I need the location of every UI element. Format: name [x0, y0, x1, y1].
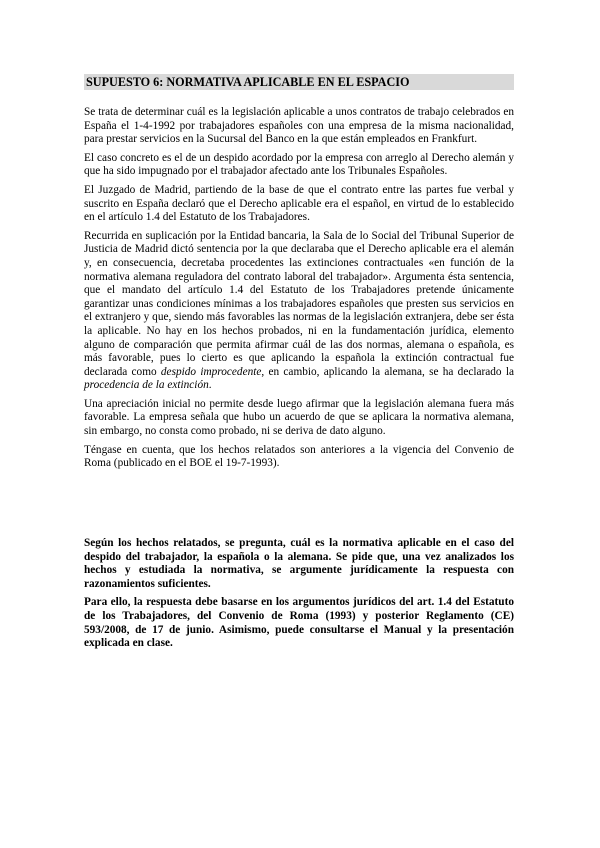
paragraph-1: Se trata de determinar cuál es la legislación aplicable a unos contratos de trabajo celebrados en España el 1-4-1992 por trabajadores españoles con una empresa de la misma nacionalidad, para prestar servicios en la Sucursal del Banco en la que están empleados en Frankfurt.: [84, 106, 514, 146]
section-title: SUPUESTO 6: NORMATIVA APLICABLE EN EL ESPACIO: [84, 74, 514, 90]
paragraph-6: Téngase en cuenta, que los hechos relatados son anteriores a la vigencia del Convenio de Roma (publicado en el BOE el 19-7-1993).: [84, 443, 514, 470]
task-guidance: Para ello, la respuesta debe basarse en los argumentos jurídicos del art. 1.4 del Estatuto de los Trabajadores, del Convenio de Roma (1993) y posterior Reglamento (CE) 593/2008, de 17 de junio. Asimismo, puede consultarse el Manual y la presentación explicada en clase.: [84, 596, 514, 650]
paragraph-4-italic-b: procedencia de la extinción: [84, 379, 209, 392]
paragraph-2: El caso concreto es el de un despido acordado por la empresa con arreglo al Derecho alemán y que ha sido impugnado por el trabajador afectado ante los Tribunales Españoles.: [84, 151, 514, 178]
paragraph-4-italic-a: despido improcedente: [160, 365, 262, 378]
paragraph-4-text-b: , en cambio, aplicando la alemana, se ha declarado la: [261, 365, 515, 378]
case-description: [84, 106, 514, 476]
task-question: Según los hechos relatados, se pregunta, cuál es la normativa aplicable en el caso del despido del trabajador, la española o la alemana. Se pide que, una vez analizados los hechos y estudiada la normativa, se argumente jurídicamente la respuesta con razonamientos suficientes.: [84, 537, 514, 590]
paragraph-4-text-a: Recurrida en suplicación por la Entidad bancaria, la Sala de lo Social del Tribunal Superior de Justicia de Madrid dictó sentencia por la que declaraba que el Derecho aplicable era el alemán y, en consecuencia, decretaba procedentes las extinciones contractuales «en función de la normativa alemana reguladora del contrato laboral del trabajador». Argumenta ésta sentencia, que el mandato del artículo 1.4 del Estatuto de los Trabajadores pretende únicamente garantizar unas condiciones mínimas a los trabajadores españoles que presten sus servicios en el extranjero y que, siendo más favorables las normas de la legislación extranjera, debe ser ésta la aplicable. No hay en los hechos probados, ni en la fundamentación jurídica, elemento alguno de comparación que permita afirmar cuál de las dos normas, alemana o española, es más favorable, pues lo cierto es que aplicando la española la extinción contractual fue declarada como: [84, 229, 514, 378]
paragraph-4-text-c: .: [208, 379, 212, 392]
paragraph-3: El Juzgado de Madrid, partiendo de la base de que el contrato entre las partes fue verbal y suscrito en España declaró que el Derecho aplicable era el español, en virtud de lo establecido en el artículo 1.4 del Estatuto de los Trabajadores.: [84, 183, 514, 224]
paragraph-5: Una apreciación inicial no permite desde luego afirmar que la legislación alemana fuera más favorable. La empresa señala que hubo un acuerdo de que se aplicara la normativa alemana, sin embargo, no consta como probado, ni se deriva de dato alguno.: [84, 397, 514, 438]
paragraph-4: [84, 230, 514, 393]
task-instructions: [84, 537, 514, 656]
